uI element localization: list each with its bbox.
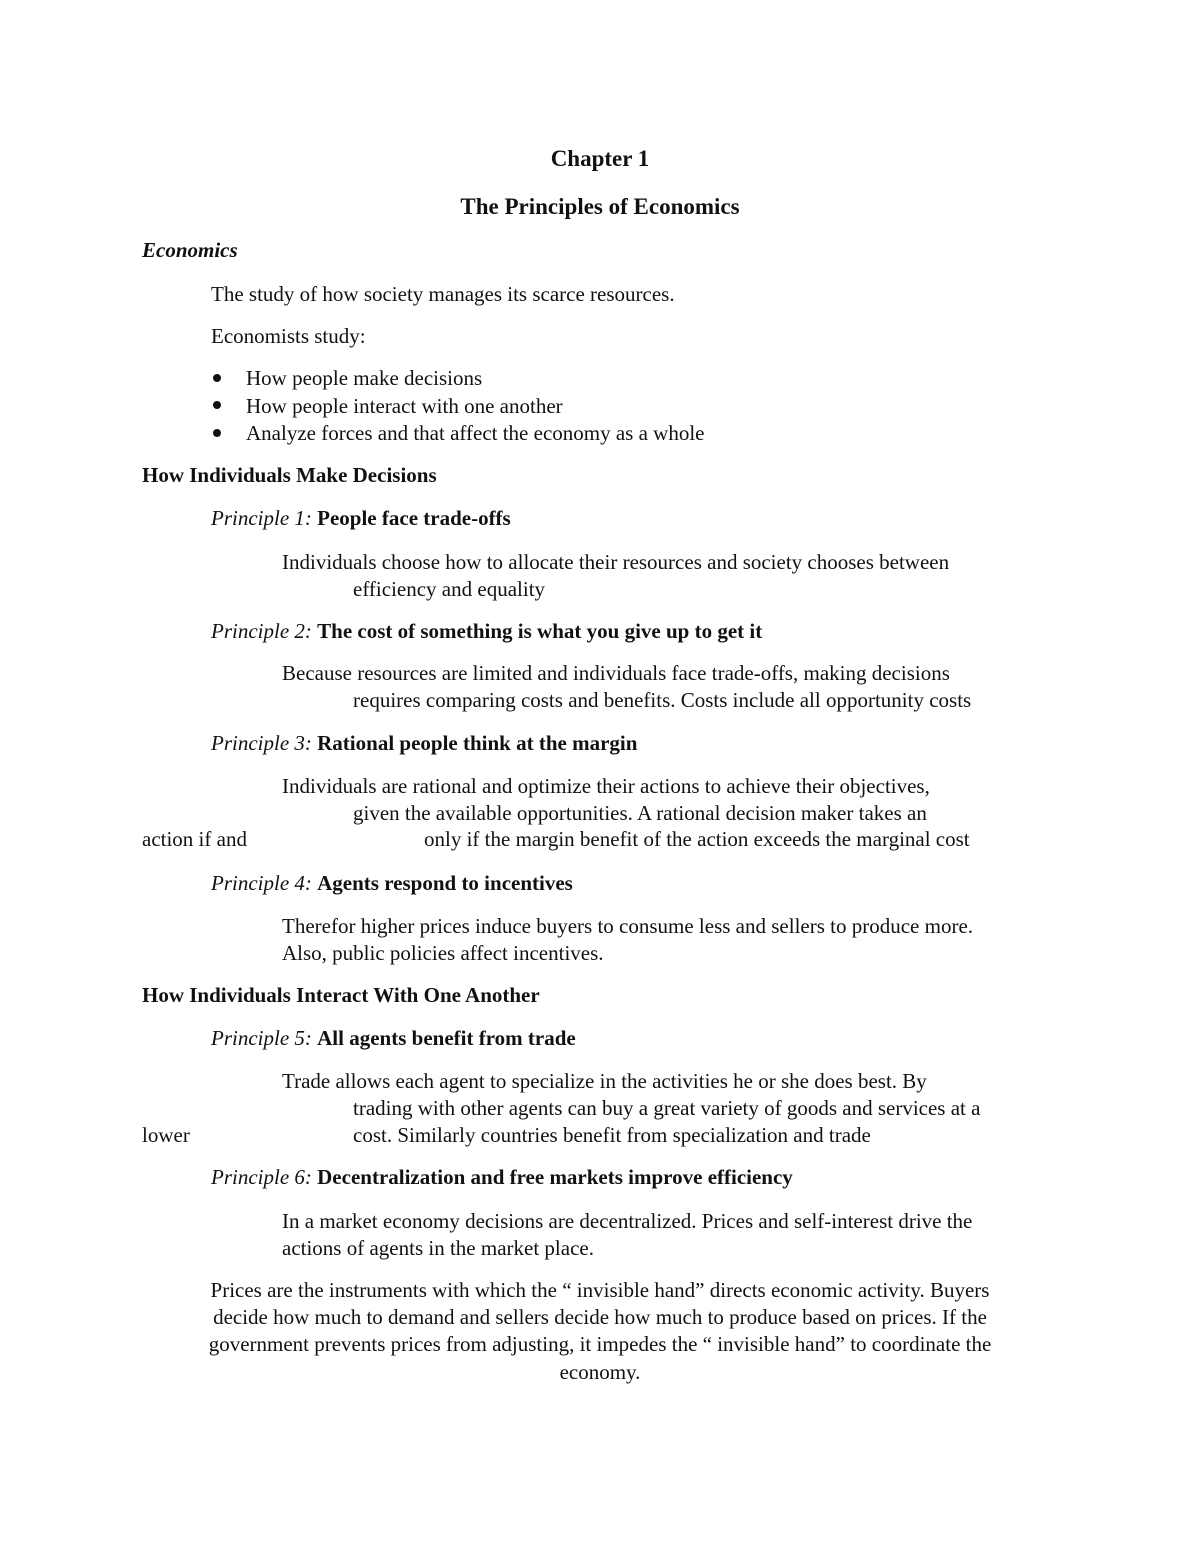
closing-paragraph-line: decide how much to demand and sellers decide how much to produce based on prices. If the <box>213 1305 987 1329</box>
principle-6-heading <box>211 1167 793 1188</box>
principle-title: All agents benefit from trade <box>317 1026 576 1050</box>
principle-4-heading <box>211 873 573 894</box>
principle-6-body-line: In a market economy decisions are decentralized. Prices and self-interest drive the <box>282 1209 973 1233</box>
bullet-item: Analyze forces and that affect the economy as a whole <box>246 421 705 445</box>
principle-2-heading <box>211 621 762 642</box>
principle-5-heading <box>211 1028 576 1049</box>
bullet-item: How people make decisions <box>246 366 483 390</box>
principle-5-body-line: trading with other agents can buy a great variety of goods and services at a <box>353 1096 981 1120</box>
closing-paragraph-line: government prevents prices from adjusting, it impedes the “ invisible hand” to coordinate the <box>208 1332 992 1356</box>
closing-paragraph-line: Prices are the instruments with which the “ invisible hand” directs economic activity. Buyers <box>210 1278 990 1302</box>
principle-3-body-line: Individuals are rational and optimize their actions to achieve their objectives, <box>282 774 930 798</box>
chapter-number: Chapter 1 <box>550 146 650 171</box>
principle-4-body-line: Also, public policies affect incentives. <box>282 941 604 965</box>
principle-3-body-line: only if the margin benefit of the action exceeds the marginal cost <box>424 827 970 851</box>
principle-6-body-line: actions of agents in the market place. <box>282 1236 594 1260</box>
principle-title: People face trade-offs <box>317 506 511 530</box>
principle-label: Principle 1: <box>211 506 312 530</box>
bullet-dot <box>213 374 221 382</box>
bullet-item: How people interact with one another <box>246 394 563 418</box>
bullet-dot <box>213 401 221 409</box>
page-title: The Principles of Economics <box>460 194 740 219</box>
principle-2-body-line: Because resources are limited and individuals face trade-offs, making decisions <box>282 661 950 685</box>
bullet-dot <box>213 429 221 437</box>
principle-label: Principle 4: <box>211 871 312 895</box>
principle-label: Principle 3: <box>211 731 312 755</box>
economists-study-intro: Economists study: <box>211 324 366 348</box>
principle-4-body-line: Therefor higher prices induce buyers to consume less and sellers to produce more. <box>282 914 974 938</box>
principle-label: Principle 6: <box>211 1165 312 1189</box>
principle-1-heading <box>211 508 511 529</box>
principle-5-body-line: cost. Similarly countries benefit from specialization and trade <box>353 1123 871 1147</box>
economics-definition: The study of how society manages its scarce resources. <box>211 282 675 306</box>
principle-title: Rational people think at the margin <box>317 731 638 755</box>
principle-3-body-line: given the available opportunities. A rational decision maker takes an <box>353 801 927 825</box>
principle-3-heading <box>211 733 637 754</box>
section-heading-interact: How Individuals Interact With One Another <box>142 983 540 1007</box>
section-heading-decisions: How Individuals Make Decisions <box>142 463 437 487</box>
principle-label: Principle 2: <box>211 619 312 643</box>
principle-3-body-line: action if and <box>142 827 247 851</box>
closing-paragraph-line: economy. <box>559 1360 641 1384</box>
principle-2-body-line: requires comparing costs and benefits. Costs include all opportunity costs <box>353 688 972 712</box>
principle-5-body-line: lower <box>142 1123 190 1147</box>
principle-title: Decentralization and free markets improve efficiency <box>317 1165 793 1189</box>
principle-5-body-line: Trade allows each agent to specialize in the activities he or she does best. By <box>282 1069 927 1093</box>
principle-1-body-line: Individuals choose how to allocate their resources and society chooses between <box>282 550 950 574</box>
principle-title: Agents respond to incentives <box>317 871 573 895</box>
principle-1-body-line: efficiency and equality <box>353 577 546 601</box>
principle-label: Principle 5: <box>211 1026 312 1050</box>
principle-title: The cost of something is what you give up to get it <box>317 619 763 643</box>
economics-heading: Economics <box>142 238 238 262</box>
